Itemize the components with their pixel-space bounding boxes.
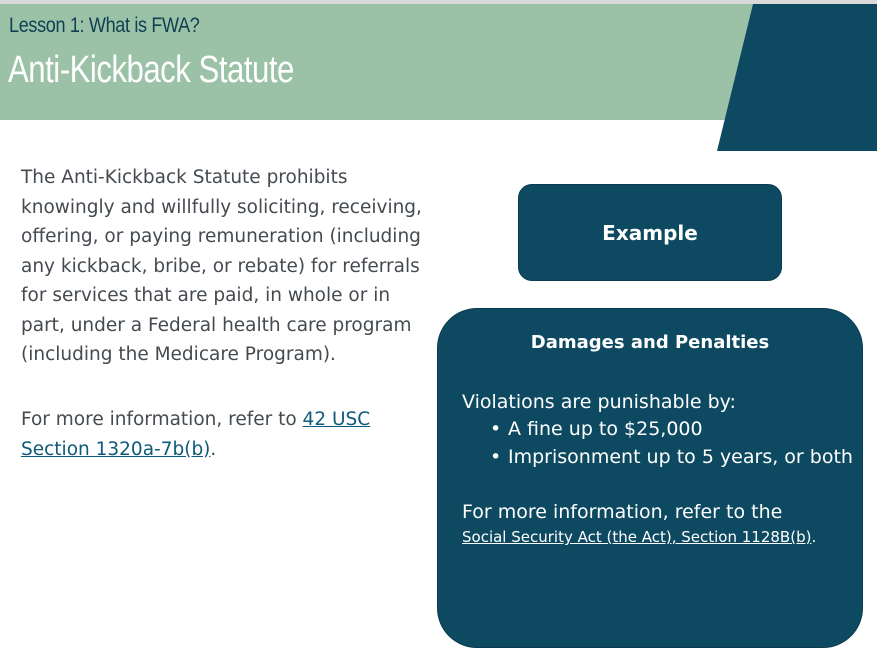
- card-more-info: For more information, refer to the: [462, 501, 783, 523]
- card-intro: Violations are punishable by:: [462, 391, 736, 413]
- usc-reference-link[interactable]: 42 USC Section 1320a-7b(b): [21, 409, 371, 460]
- damages-penalties-card: [437, 308, 863, 648]
- list-item: • Imprisonment up to 5 years, or both: [490, 443, 853, 471]
- more-info-prefix: For more information, refer to: [21, 409, 303, 430]
- lesson-label: Lesson 1: What is FWA?: [9, 14, 200, 37]
- card-link-suffix: .: [811, 528, 817, 546]
- statute-description: The Anti-Kickback Statute prohibits knowingly and willfully soliciting, receiving, offering, or paying remuneration (including any kickback, bribe, or rebate) for referrals for services that are paid, in whole or in part, under a Federal health care program (including the Medicare Program).: [21, 167, 422, 365]
- more-info-suffix: .: [210, 438, 217, 460]
- card-title: Damages and Penalties: [530, 332, 770, 353]
- penalty-list: [490, 415, 853, 471]
- ssa-reference-link[interactable]: Social Security Act (the Act), Section 1128B(b): [462, 528, 812, 546]
- example-button[interactable]: Example: [518, 184, 782, 281]
- list-item: • A fine up to $25,000: [490, 415, 853, 443]
- card-link-line: [462, 527, 816, 547]
- more-info-text: [21, 405, 426, 464]
- page-title: Anti-Kickback Statute: [8, 49, 294, 91]
